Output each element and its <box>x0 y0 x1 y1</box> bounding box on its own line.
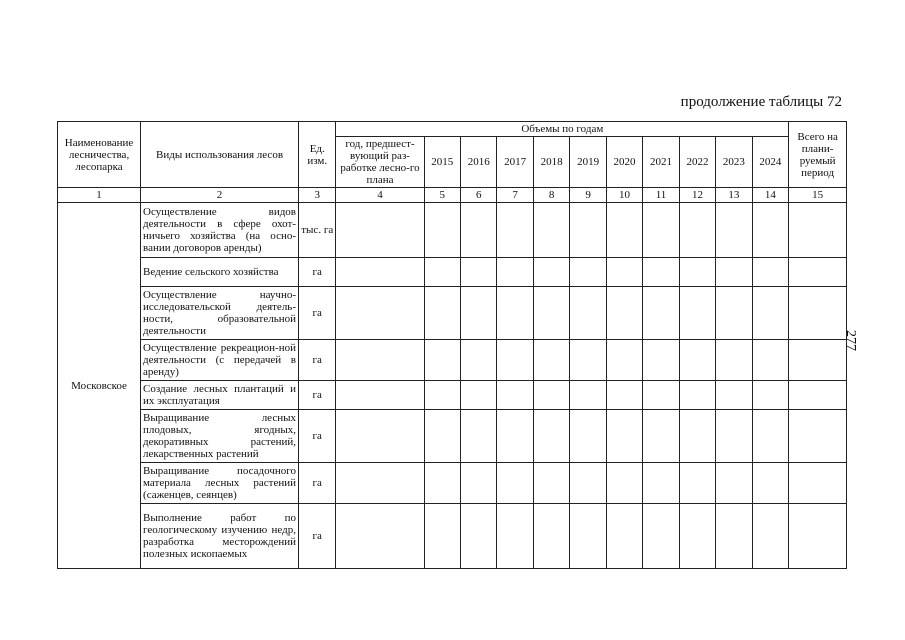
value-cell <box>752 203 789 258</box>
value-cell <box>533 258 569 287</box>
unit-cell: га <box>299 381 336 410</box>
value-cell <box>461 340 497 381</box>
unit-cell: га <box>299 463 336 504</box>
value-cell <box>461 410 497 463</box>
value-cell <box>424 410 460 463</box>
value-cell <box>533 410 569 463</box>
column-number: 12 <box>679 188 715 203</box>
value-cell <box>497 203 533 258</box>
value-cell <box>789 381 847 410</box>
header-year: 2021 <box>643 137 679 188</box>
value-cell <box>424 258 460 287</box>
column-number: 2 <box>141 188 299 203</box>
value-cell <box>606 504 642 569</box>
value-cell <box>606 203 642 258</box>
value-cell <box>533 504 569 569</box>
use-type-cell: Создание лесных плантаций и их эксплуатация <box>141 381 299 410</box>
value-cell <box>336 287 424 340</box>
use-type-cell: Ведение сельского хозяйства <box>141 258 299 287</box>
header-year: 2020 <box>606 137 642 188</box>
header-year: 2017 <box>497 137 533 188</box>
value-cell <box>643 287 679 340</box>
unit-cell: га <box>299 340 336 381</box>
value-cell <box>424 381 460 410</box>
value-cell <box>336 381 424 410</box>
value-cell <box>570 381 606 410</box>
value-cell <box>643 340 679 381</box>
unit-cell: га <box>299 410 336 463</box>
value-cell <box>533 287 569 340</box>
value-cell <box>424 504 460 569</box>
column-number: 4 <box>336 188 424 203</box>
value-cell <box>789 410 847 463</box>
value-cell <box>752 287 789 340</box>
table-row <box>58 203 847 258</box>
value-cell <box>461 381 497 410</box>
column-number: 11 <box>643 188 679 203</box>
column-number: 13 <box>716 188 752 203</box>
page-number: 277 <box>843 330 858 351</box>
value-cell <box>424 203 460 258</box>
header-year: 2015 <box>424 137 460 188</box>
use-type-cell: Выращивание посадочного материала лесных растений (саженцев, сеянцев) <box>141 463 299 504</box>
value-cell <box>497 410 533 463</box>
table-row <box>58 258 847 287</box>
table-row <box>58 381 847 410</box>
value-cell <box>570 410 606 463</box>
value-cell <box>336 410 424 463</box>
value-cell <box>716 203 752 258</box>
table-caption: продолжение таблицы 72 <box>680 94 842 110</box>
value-cell <box>679 463 715 504</box>
value-cell <box>497 463 533 504</box>
value-cell <box>752 410 789 463</box>
value-cell <box>606 410 642 463</box>
value-cell <box>497 504 533 569</box>
value-cell <box>424 340 460 381</box>
column-number: 10 <box>606 188 642 203</box>
value-cell <box>461 463 497 504</box>
value-cell <box>533 463 569 504</box>
forestry-name: Московское <box>58 203 141 569</box>
value-cell <box>679 203 715 258</box>
value-cell <box>424 287 460 340</box>
unit-cell: га <box>299 504 336 569</box>
value-cell <box>643 504 679 569</box>
value-cell <box>570 463 606 504</box>
value-cell <box>716 258 752 287</box>
value-cell <box>643 463 679 504</box>
value-cell <box>679 381 715 410</box>
header-forestry: Наименование лесничества, лесопарка <box>58 122 141 188</box>
value-cell <box>606 340 642 381</box>
header-year: 2024 <box>752 137 789 188</box>
value-cell <box>336 504 424 569</box>
unit-cell: га <box>299 258 336 287</box>
value-cell <box>679 504 715 569</box>
value-cell <box>570 287 606 340</box>
value-cell <box>716 381 752 410</box>
column-number: 14 <box>752 188 789 203</box>
value-cell <box>424 463 460 504</box>
column-number: 6 <box>461 188 497 203</box>
header-prior-year: год, предшест-вующий раз-работке лесно-го плана <box>336 137 424 188</box>
value-cell <box>533 340 569 381</box>
value-cell <box>461 287 497 340</box>
header-year: 2019 <box>570 137 606 188</box>
value-cell <box>570 203 606 258</box>
value-cell <box>606 258 642 287</box>
value-cell <box>789 504 847 569</box>
value-cell <box>752 504 789 569</box>
value-cell <box>336 340 424 381</box>
table-row <box>58 410 847 463</box>
value-cell <box>336 463 424 504</box>
value-cell <box>752 258 789 287</box>
value-cell <box>716 504 752 569</box>
use-type-cell: Выращивание лесных плодовых, ягодных, декоративных растений, лекарственных растений <box>141 410 299 463</box>
column-number: 7 <box>497 188 533 203</box>
header-unit: Ед. изм. <box>299 122 336 188</box>
value-cell <box>497 381 533 410</box>
value-cell <box>497 340 533 381</box>
column-number: 3 <box>299 188 336 203</box>
header-volumes-by-years: Объемы по годам <box>336 122 789 137</box>
value-cell <box>606 381 642 410</box>
table-row <box>58 504 847 569</box>
column-number: 1 <box>58 188 141 203</box>
header-year: 2023 <box>716 137 752 188</box>
use-type-cell: Осуществление рекреацион-ной деятельности (с передачей в аренду) <box>141 340 299 381</box>
column-number: 5 <box>424 188 460 203</box>
value-cell <box>461 203 497 258</box>
value-cell <box>789 463 847 504</box>
value-cell <box>789 203 847 258</box>
value-cell <box>789 258 847 287</box>
value-cell <box>716 287 752 340</box>
value-cell <box>643 410 679 463</box>
value-cell <box>679 258 715 287</box>
use-type-cell: Выполнение работ по геологическому изучению недр, разработка месторождений полезных ископаемых <box>141 504 299 569</box>
value-cell <box>716 410 752 463</box>
header-use-types: Виды использования лесов <box>141 122 299 188</box>
column-number: 8 <box>533 188 569 203</box>
value-cell <box>643 381 679 410</box>
table-row <box>58 463 847 504</box>
value-cell <box>497 258 533 287</box>
use-type-cell: Осуществление научно-исследовательской деятель-ности, образовательной деятельности <box>141 287 299 340</box>
value-cell <box>679 340 715 381</box>
column-number-row <box>58 188 847 203</box>
value-cell <box>789 340 847 381</box>
header-year: 2016 <box>461 137 497 188</box>
value-cell <box>716 340 752 381</box>
header-year: 2022 <box>679 137 715 188</box>
table-row <box>58 340 847 381</box>
value-cell <box>752 340 789 381</box>
table-row <box>58 287 847 340</box>
forest-use-table <box>57 121 847 569</box>
header-total: Всего на плани-руемый период <box>789 122 847 188</box>
value-cell <box>679 287 715 340</box>
unit-cell: тыс. га <box>299 203 336 258</box>
column-number: 15 <box>789 188 847 203</box>
use-type-cell: Осуществление видов деятельности в сфере охот-ничьего хозяйства (на осно-вании договоров аренды) <box>141 203 299 258</box>
value-cell <box>570 340 606 381</box>
value-cell <box>336 203 424 258</box>
value-cell <box>570 258 606 287</box>
value-cell <box>461 258 497 287</box>
unit-cell: га <box>299 287 336 340</box>
value-cell <box>752 463 789 504</box>
value-cell <box>533 381 569 410</box>
header-year: 2018 <box>533 137 569 188</box>
value-cell <box>533 203 569 258</box>
value-cell <box>643 258 679 287</box>
value-cell <box>606 287 642 340</box>
column-number: 9 <box>570 188 606 203</box>
value-cell <box>789 287 847 340</box>
value-cell <box>461 504 497 569</box>
value-cell <box>752 381 789 410</box>
value-cell <box>643 203 679 258</box>
value-cell <box>716 463 752 504</box>
value-cell <box>606 463 642 504</box>
value-cell <box>570 504 606 569</box>
value-cell <box>497 287 533 340</box>
value-cell <box>336 258 424 287</box>
value-cell <box>679 410 715 463</box>
